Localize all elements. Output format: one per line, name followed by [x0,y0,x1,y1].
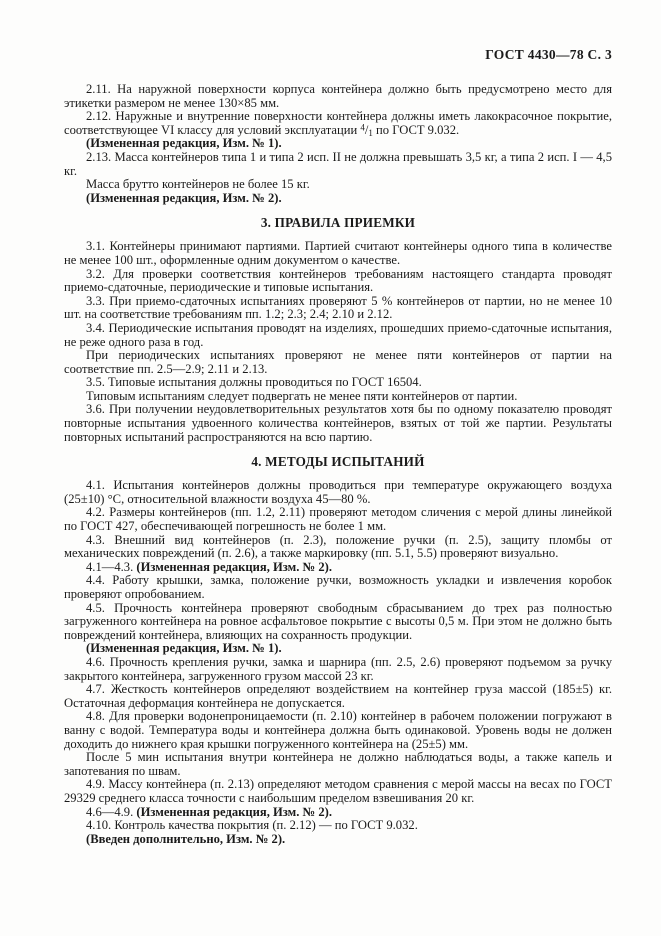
section-heading: 4. МЕТОДЫ ИСПЫТАНИЙ [251,454,425,470]
paragraph: 4.6. Прочность крепления ручки, замка и шарнира (пп. 2.5, 2.6) проверяют подъемом за ручку закрытого контейнера, загруженного грузом массой 23 кг. [64,654,612,683]
paragraph: При периодических испытаниях проверяют не менее пяти контейнеров от партии на соответствие пп. 2.5—2.9; 2.11 и 2.13. [64,348,612,376]
paragraph: 4.4. Работу крышки, замка, положение ручки, возможность укладки и извлечения коробок проверяют опробованием. [64,573,612,601]
paragraph: 3.2. Для проверки соответствия контейнеров требованиям настоящего стандарта проводят приемо-сдаточные, периодические и типовые испытания. [64,266,612,295]
paragraph: (Измененная редакция, Изм. № 1). [86,641,282,656]
paragraph: Типовым испытаниям следует подвергать не менее пяти контейнеров от партии. [86,388,518,403]
paragraph: 2.11. На наружной поверхности корпуса контейнера должно быть предусмотрено место для этикетки размером не менее 130×85 мм. [64,82,612,110]
document-body [64,83,612,846]
paragraph: 4.8. Для проверки водонепроницаемости (п. 2.10) контейнер в рабочем положении погружают в ванну с водой. Температура воды и контейнера должна быть одинаковой. Уровень воды не должен доходить до нижнего края крышки погруженного контейнера на (25±5) мм. [64,709,612,751]
paragraph: Масса брутто контейнеров не более 15 кг. [86,177,310,192]
paragraph: 4.1—4.3. (Измененная редакция, Изм. № 2). [86,559,333,574]
paragraph: После 5 мин испытания внутри контейнера не должно наблюдаться воды, а также капель и запотевания по швам. [64,750,612,778]
paragraph: 4.6—4.9. (Измененная редакция, Изм. № 2). [86,804,333,819]
paragraph: 3.5. Типовые испытания должны проводиться по ГОСТ 16504. [86,375,422,390]
paragraph: 4.5. Прочность контейнера проверяют свободным сбрасыванием до трех раз полностью загруженного контейнера на ровное асфальтовое покрытие с высоты 0,5 м. При этом не должно быть повреждений контейнера, влияющих на сохранность продукции. [64,600,612,642]
paragraph: (Введен дополнительно, Изм. № 2). [86,831,286,846]
paragraph: (Измененная редакция, Изм. № 2). [86,190,282,205]
paragraph: 4.2. Размеры контейнеров (пп. 1.2, 2.11) проверяют методом сличения с мерой длины линейкой по ГОСТ 427, обеспечивающей погрешность не более 1 мм. [64,505,612,534]
paragraph: 4.1. Испытания контейнеров должны проводиться при температуре окружающего воздуха (25±10) °С, относительной влажности воздуха 45—80 %. [64,478,612,506]
paragraph: 4.10. Контроль качества покрытия (п. 2.12) — по ГОСТ 9.032. [86,818,418,833]
paragraph: 2.12. Наружные и внутренние поверхности контейнера должны иметь лакокрасочное покрытие, соответствующее VI классу для условий эксплуатации $^4/_1$ по ГОСТ 9.032. [64,109,612,138]
paragraph: 4.3. Внешний вид контейнеров (п. 2.3), положение ручки (п. 2.5), защиту пломбы от механических повреждений (п. 2.6), а также маркировку (пп. 5.1, 5.5) проверяют визуально. [64,532,612,561]
section-heading: 3. ПРАВИЛА ПРИЕМКИ [260,215,416,231]
paragraph: 2.13. Масса контейнеров типа 1 и типа 2 исп. II не должна превышать 3,5 кг, а типа 2 исп. I — 4,5 кг. [64,149,612,178]
paragraph: (Измененная редакция, Изм. № 1). [86,136,282,151]
paragraph: 3.6. При получении неудовлетворительных результатов хотя бы по одному показателю проводят повторные испытания удвоенного количества контейнеров, взятых от той же партии. Результаты повторных испытаний распространяются на всю партию. [64,402,612,444]
page-header: ГОСТ 4430—78 С. 3 [485,47,612,62]
paragraph: 3.4. Периодические испытания проводят на изделиях, прошедших приемо-сдаточные испытания, не реже одного раза в год. [64,320,612,349]
paragraph: 3.1. Контейнеры принимают партиями. Партией считают контейнеры одного типа в количестве не менее 100 шт., оформленные одним документом о качестве. [64,239,612,267]
paragraph: 3.3. При приемо-сдаточных испытаниях проверяют 5 % контейнеров от партии, но не менее 10 шт. на соответствие требованиям пп. 1.2; 2.3; 2.4; 2.10 и 2.12. [64,293,612,322]
paragraph: 4.7. Жесткость контейнеров определяют воздействием на контейнер груза массой (185±5) кг. Остаточная деформация контейнера не допускается. [64,682,612,710]
paragraph: 4.9. Массу контейнера (п. 2.13) определяют методом сравнения с мерой массы на весах по ГОСТ 29329 среднего класса точности с наибольшим пределом взвешивания 20 кг. [64,777,612,805]
